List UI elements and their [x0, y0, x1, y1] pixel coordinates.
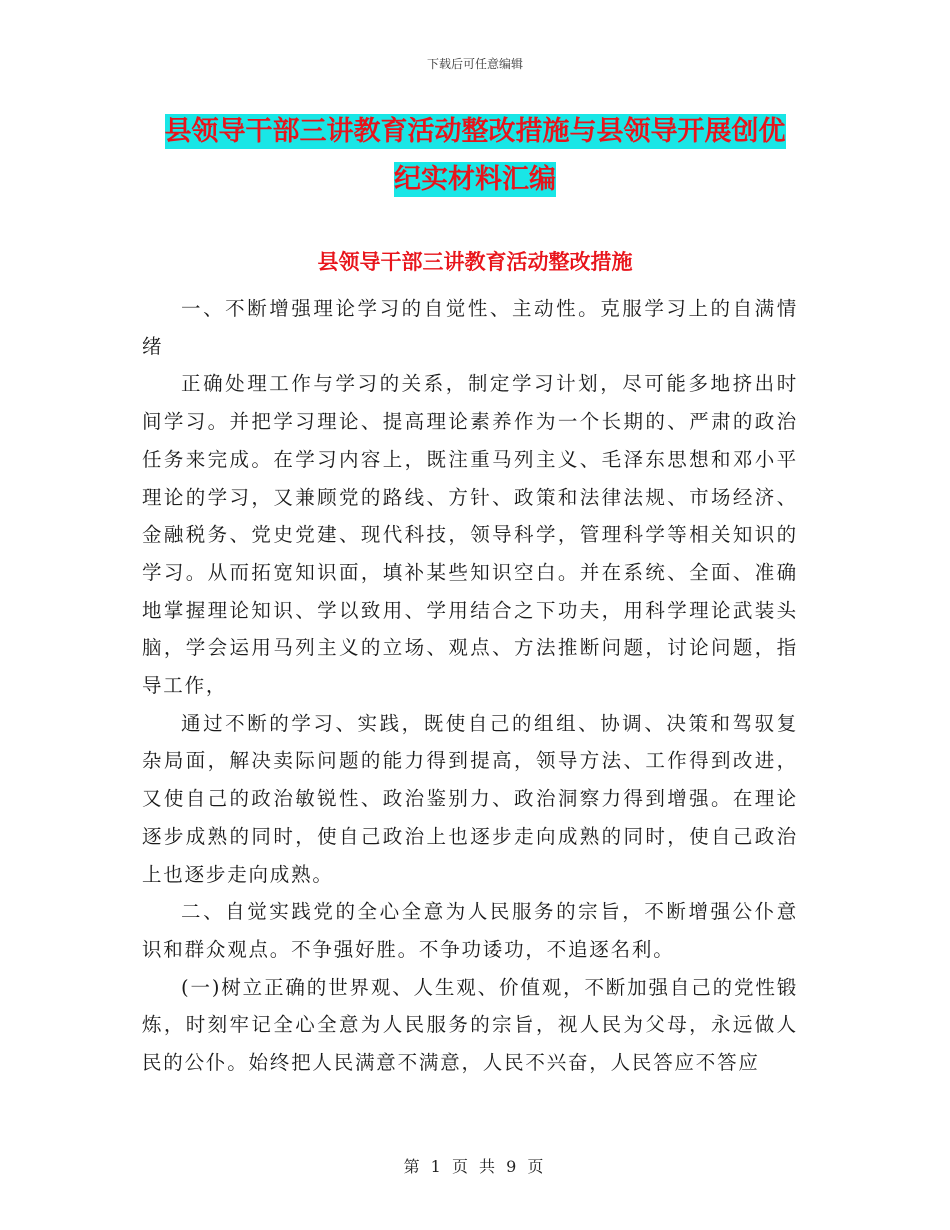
- document-body: [142, 290, 798, 1082]
- page-header-note: 下载后可任意编辑: [426, 57, 523, 71]
- paragraph: 正确处理工作与学习的关系，制定学习计划，尽可能多地挤出时间学习。并把学习理论、提高理论素养作为一个长期的、严肃的政治任务来完成。在学习内容上，既注重马列主义、毛泽东思想和邓小平理论的学习，又兼顾党的路线、方针、政策和法律法规、市场经济、金融税务、党史党建、现代科技，领导科学，管理科学等相关知识的学习。从而拓宽知识面，填补某些知识空白。并在系统、全面、准确地掌握理论知识、学以致用、学用结合之下功夫，用科学理论武装头脑，学会运用马列主义的立场、观点、方法推断问题，讨论问题，指导工作，: [142, 372, 798, 698]
- title-line-1: 县领导干部三讲教育活动整改措施与县领导开展创优: [164, 116, 786, 147]
- paragraph: 通过不断的学习、实践，既使自己的组组、协调、决策和驾驭复杂局面，解决卖际问题的能力得到提高，领导方法、工作得到改进，又使自己的政治敏锐性、政治鉴别力、政治洞察力得到增强。在理论逐步成熟的同时，使自己政治上也逐步走向成熟的同时，使自己政治上也逐步走向成熟。: [142, 711, 798, 886]
- document-title: [140, 108, 810, 204]
- title-line-2: 纪实材料汇编: [394, 164, 556, 195]
- paragraph: (一)树立正确的世界观、人生观、价值观，不断加强自己的党性锻炼，时刻牢记全心全意为人民服务的宗旨，视人民为父母，永远做人民的公仆。始终把人民满意不满意，人民不兴奋，人民答应不答应: [142, 975, 798, 1075]
- section-title: 县领导干部三讲教育活动整改措施: [317, 250, 633, 274]
- paragraph: 二、自觉实践党的全心全意为人民服务的宗旨，不断增强公仆意识和群众观点。不争强好胜。不争功诿功，不追逐名利。: [142, 900, 798, 961]
- paragraph: 一、不断增强理论学习的自觉性、主动性。克服学习上的自满情绪: [142, 297, 798, 358]
- page-number: 第 1 页 共 9 页: [403, 1157, 547, 1176]
